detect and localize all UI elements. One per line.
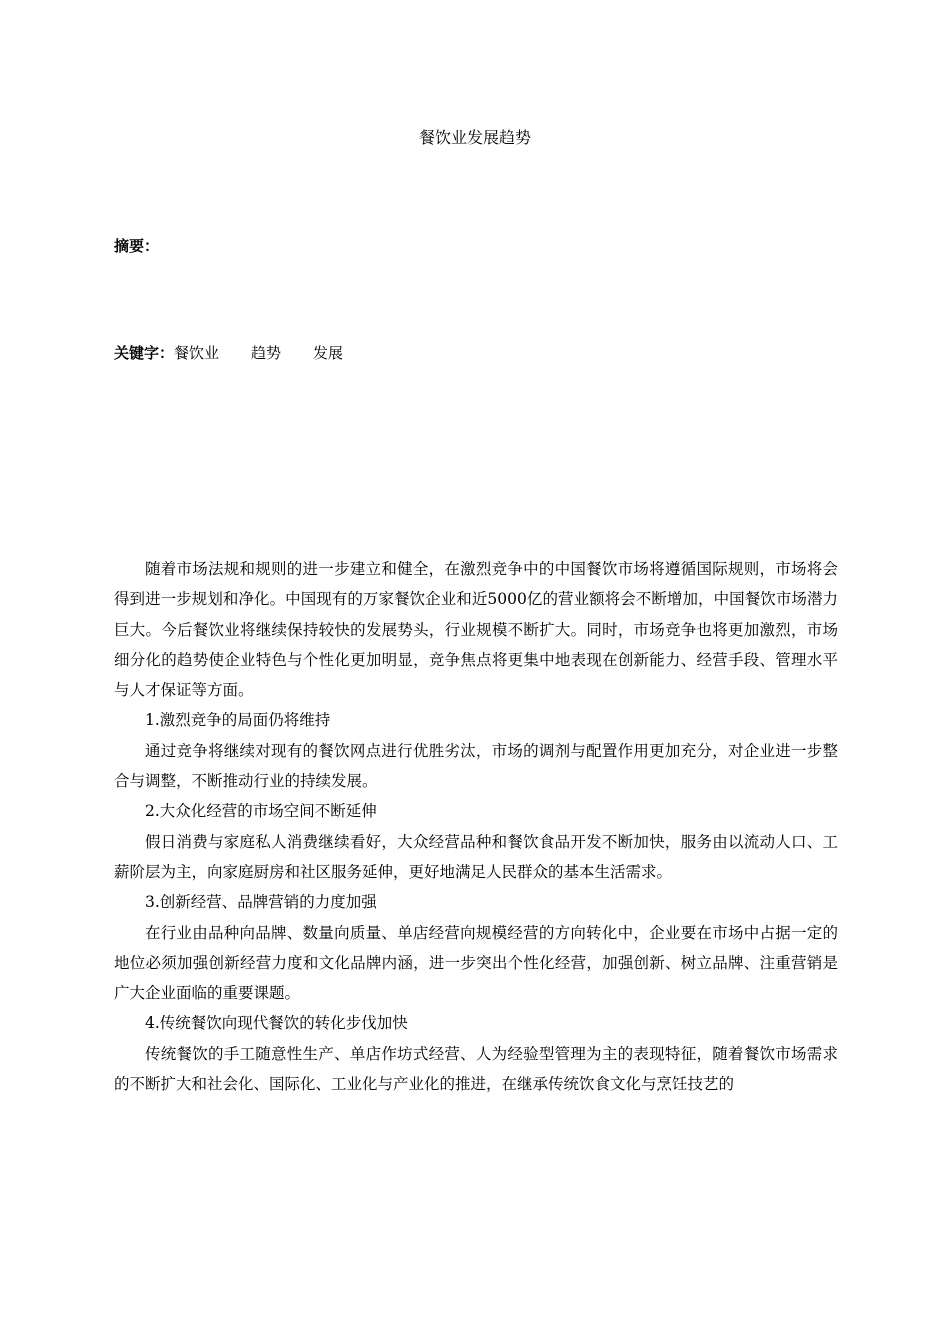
keywords-label: 关键字：	[114, 344, 175, 362]
section-heading: 2.大众化经营的市场空间不断延伸	[145, 802, 377, 821]
keywords-line	[114, 343, 343, 363]
body-text	[114, 554, 838, 1099]
section-paragraph: 假日消费与家庭私人消费继续看好，大众经营品种和餐饮食品开发不断加快，服务由以流动人口、工薪阶层为主，向家庭厨房和社区服务延伸，更好地满足人民群众的基本生活需求。	[114, 832, 838, 881]
section-heading: 4.传统餐饮向现代餐饮的转化步伐加快	[145, 1014, 408, 1033]
section-paragraph: 通过竞争将继续对现有的餐饮网点进行优胜劣汰，市场的调剂与配置作用更加充分，对企业进一步整合与调整，不断推动行业的持续发展。	[114, 741, 838, 791]
section-heading: 1.激烈竞争的局面仍将维持	[145, 711, 331, 730]
section-paragraph: 传统餐饮的手工随意性生产、单店作坊式经营、人为经验型管理为主的表现特征，随着餐饮市场需求的不断扩大和社会化、国际化、工业化与产业化的推进，在继承传统饮食文化与烹饪技艺的	[114, 1044, 838, 1094]
keyword-item: 餐饮业	[174, 344, 220, 362]
intro-paragraph: 随着市场法规和规则的进一步建立和健全，在激烈竞争中的中国餐饮市场将遵循国际规则，市场将会得到进一步规划和净化。中国现有的万家餐饮企业和近5000亿的营业额将会不断增加，中国餐饮市场潜力巨大。今后餐饮业将继续保持较快的发展势头，行业规模不断扩大。同时，市场竞争也将更加激烈，市场细分化的趋势使企业特色与个性化更加明显，竞争焦点将更集中地表现在创新能力、经营手段、管理水平与人才保证等方面。	[114, 560, 838, 700]
section-paragraph: 在行业由品种向品牌、数量向质量、单店经营向规模经营的方向转化中，企业要在市场中占据一定的地位必须加强创新经营力度和文化品牌内涵，进一步突出个性化经营，加强创新、树立品牌、注重营销是广大企业面临的重要课题。	[114, 923, 838, 1003]
document-title: 餐饮业发展趋势	[418, 128, 531, 147]
abstract-label: 摘要：	[114, 237, 160, 255]
keyword-item: 发展	[313, 344, 344, 362]
keyword-item: 趋势	[251, 344, 282, 362]
section-heading: 3.创新经营、品牌营销的力度加强	[145, 893, 377, 912]
